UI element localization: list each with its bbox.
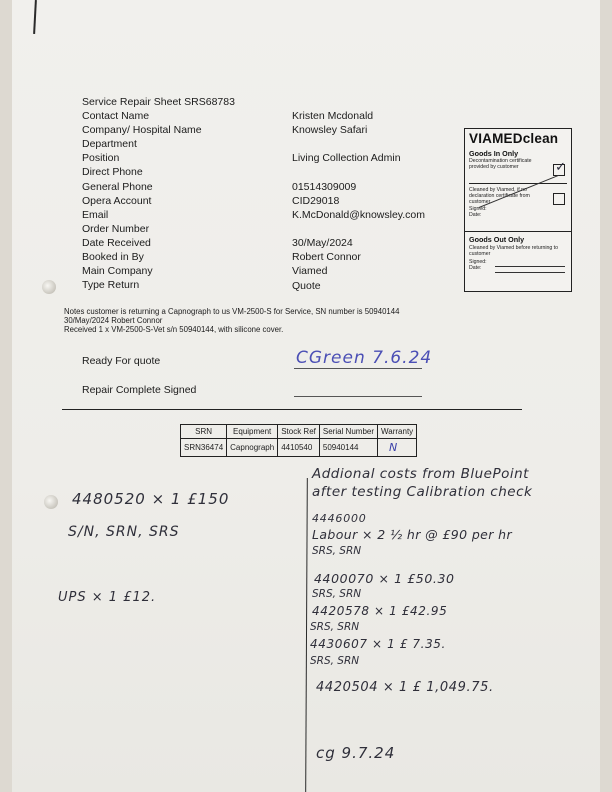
field-label-company: Company/ Hospital Name	[82, 124, 202, 136]
field-value-contact-name: Kristen Mcdonald	[292, 110, 374, 122]
date-line	[495, 272, 565, 273]
field-value-opera-account: CID29018	[292, 195, 340, 207]
goods-in-signed-label: Signed:	[469, 206, 487, 212]
field-label-date-received: Date Received	[82, 237, 151, 249]
signed-line	[495, 266, 565, 267]
handwritten-item-4: 4420504 × 1 £ 1,049.75.	[316, 680, 494, 695]
cleaned-by-viamed-text: Cleaned by Viamed, if no declaration certificate from customer	[469, 187, 530, 205]
ready-signature-underline	[294, 368, 422, 369]
handwritten-calibration-check: after testing Calibration check	[312, 484, 533, 500]
notes-line-1: Notes customer is returning a Capnograph to us VM-2500-S for Service, SN number is 50940144	[64, 307, 400, 316]
section-divider	[465, 231, 571, 232]
notes-line-3: Received 1 x VM-2500-S-Vet s/n 50940144, with silicone cover.	[64, 325, 284, 334]
column-header-srn: SRN	[181, 425, 227, 439]
cell-serial-number: 50940144	[319, 439, 377, 457]
handwritten-item-3: 4430607 × 1 £ 7.35.	[310, 637, 446, 651]
column-header-serial-number: Serial Number	[319, 425, 377, 439]
handwritten-refs: SRS, SRN	[312, 588, 362, 600]
field-label-main-company: Main Company	[82, 265, 153, 277]
section-divider	[469, 183, 567, 184]
handwritten-item-2: 4420578 × 1 £42.95	[312, 604, 448, 618]
repair-signature-line	[294, 396, 422, 397]
field-label-department: Department	[82, 138, 137, 150]
field-label-direct-phone: Direct Phone	[82, 166, 143, 178]
field-value-company: Knowsley Safari	[292, 124, 368, 136]
cell-equipment: Capnograph	[227, 439, 278, 457]
field-label-contact-name: Contact Name	[82, 110, 150, 122]
handwritten-refs: SRS, SRN	[310, 655, 360, 667]
punch-hole	[44, 495, 58, 509]
field-value-general-phone: 01514309009	[292, 181, 357, 193]
warranty-handwritten: N	[389, 441, 398, 454]
viamed-clean-box	[464, 128, 572, 292]
goods-in-date-label: Date:	[469, 212, 482, 218]
handwritten-column-divider	[305, 478, 308, 792]
handwritten-labour-code: 4446000	[312, 512, 367, 525]
handwritten-item-1: 4400070 × 1 £50.30	[314, 571, 455, 586]
repair-complete-label: Repair Complete Signed	[82, 384, 197, 396]
ready-for-quote-signature: CGreen 7.6.24	[296, 348, 433, 368]
field-value-booked-in-by: Robert Connor	[292, 251, 361, 263]
ready-for-quote-label: Ready For quote	[82, 355, 161, 367]
field-label-position: Position	[82, 152, 120, 164]
handwritten-labour-line: Labour × 2 ½ hr @ £90 per hr	[312, 527, 513, 542]
field-value-position: Living Collection Admin	[292, 152, 401, 164]
field-label-opera-account: Opera Account	[82, 195, 152, 207]
goods-out-date-label: Date:	[469, 265, 482, 271]
sheet-title: Service Repair Sheet SRS68783	[82, 96, 235, 108]
goods-out-title: Goods Out Only	[469, 235, 525, 244]
field-label-type-return: Type Return	[82, 279, 140, 291]
goods-out-signed-label: Signed:	[469, 259, 487, 265]
column-header-stock-ref: Stock Ref	[278, 425, 320, 439]
handwritten-refs: SRS, SRN	[310, 621, 360, 633]
field-value-date-received: 30/May/2024	[292, 237, 353, 249]
handwritten-refs: SRS, SRN	[312, 545, 362, 557]
field-label-order-number: Order Number	[82, 223, 150, 235]
handwritten-refs-line: S/N, SRN, SRS	[68, 524, 180, 540]
viamed-logo: VIAMEDclean	[469, 131, 559, 146]
column-header-equipment: Equipment	[227, 425, 278, 439]
notes-line-2: 30/May/2024 Robert Connor	[64, 316, 163, 325]
cell-stock-ref: 4410540	[278, 439, 320, 457]
cell-warranty	[378, 439, 417, 457]
handwritten-part-line: 4480520 × 1 £150	[72, 490, 230, 508]
cell-srn: SRN36474	[181, 439, 227, 457]
field-value-type-return: Quote	[292, 280, 321, 292]
table-row	[181, 439, 417, 457]
goods-in-title: Goods In Only	[469, 149, 519, 158]
field-value-main-company: Viamed	[292, 265, 328, 277]
field-value-email: K.McDonald@knowsley.com	[292, 209, 426, 221]
section-rule	[62, 409, 522, 410]
field-label-booked-in-by: Booked in By	[82, 251, 144, 263]
table-header-row	[181, 425, 417, 439]
goods-in-check-mark: ✓	[555, 159, 566, 174]
punch-hole	[42, 280, 56, 294]
field-label-general-phone: General Phone	[82, 181, 153, 193]
handwritten-initials-date: cg 9.7.24	[316, 744, 396, 762]
column-header-warranty: Warranty	[378, 425, 417, 439]
goods-out-text: Cleaned by Viamed before returning to customer	[469, 245, 559, 257]
handwritten-additional-costs: Addional costs from BluePoint	[312, 466, 529, 482]
equipment-table	[180, 424, 417, 457]
field-label-email: Email	[82, 209, 109, 221]
handwritten-ups-line: UPS × 1 £12.	[58, 590, 157, 605]
pen-mark	[33, 0, 36, 34]
cleaned-checkbox	[553, 193, 565, 205]
service-repair-sheet	[12, 0, 600, 792]
goods-in-text: Decontamination certificate provided by customer	[469, 158, 532, 170]
